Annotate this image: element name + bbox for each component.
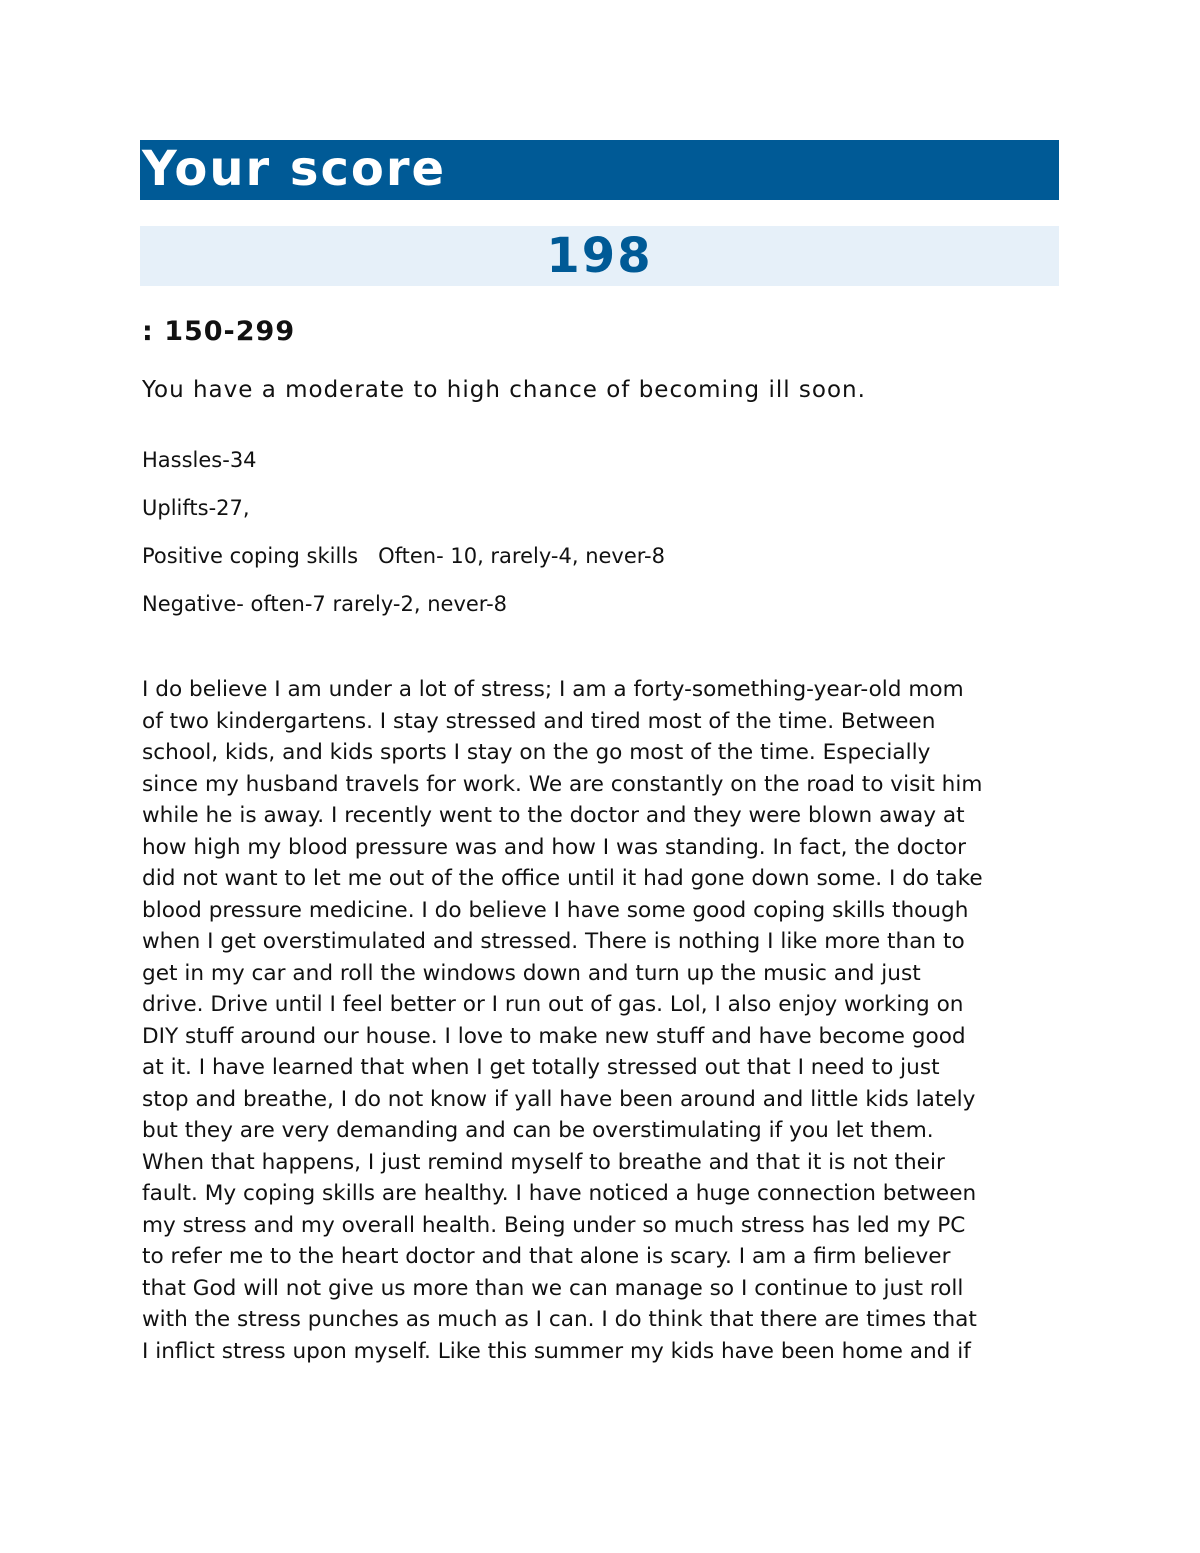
essay-line: my stress and my overall health. Being under so much stress has led my PC (142, 1212, 966, 1238)
title-banner (140, 140, 1059, 200)
page-title: Your score (142, 141, 447, 197)
document-page (140, 140, 1059, 1367)
essay-paragraph (140, 674, 1062, 1367)
essay-line: but they are very demanding and can be overstimulating if you let them. (142, 1118, 934, 1143)
essay-line: get in my car and roll the windows down and turn up the music and just (142, 960, 921, 986)
essay-line: since my husband travels for work. We are constantly on the road to visit him (142, 771, 983, 797)
score-range: : 150-299 (142, 316, 296, 347)
stat-negative-coping: Negative- often-7 rarely-2, never-8 (142, 592, 508, 616)
stat-hassles: Hassles-34 (142, 448, 257, 472)
essay-line: at it. I have learned that when I get totally stressed out that I need to just (142, 1055, 940, 1080)
score-value: 198 (546, 228, 653, 284)
stat-uplifts: Uplifts-27, (142, 496, 250, 520)
essay-line: with the stress punches as much as I can. I do think that there are times that (142, 1307, 977, 1332)
essay-line: I inflict stress upon myself. Like this summer my kids have been home and if (142, 1338, 971, 1364)
essay-line: of two kindergartens. I stay stressed and tired most of the time. Between (142, 708, 936, 734)
score-verdict: You have a moderate to high chance of becoming ill soon. (142, 377, 866, 403)
essay-line: while he is away. I recently went to the doctor and they were blown away at (142, 803, 965, 828)
essay-line: to refer me to the heart doctor and that alone is scary. I am a firm believer (142, 1244, 951, 1269)
essay-line: that God will not give us more than we can manage so I continue to just roll (142, 1275, 964, 1301)
essay-line: DIY stuff around our house. I love to make new stuff and have become good (142, 1023, 966, 1049)
essay-line: I do believe I am under a lot of stress; I am a forty-something-year-old mom (142, 677, 964, 702)
essay-line: when I get overstimulated and stressed. There is nothing I like more than to (142, 929, 965, 954)
essay-line: drive. Drive until I feel better or I run out of gas. Lol, I also enjoy working on (142, 992, 964, 1017)
essay-line: blood pressure medicine. I do believe I have some good coping skills though (142, 897, 969, 923)
essay-line: did not want to let me out of the office until it had gone down some. I do take (142, 866, 983, 891)
score-panel (140, 226, 1059, 286)
essay-line: school, kids, and kids sports I stay on the go most of the time. Especially (142, 740, 931, 765)
essay-line: fault. My coping skills are healthy. I have noticed a huge connection between (142, 1181, 977, 1206)
stat-positive-coping: Positive coping skills Often- 10, rarely-4, never-8 (142, 544, 666, 568)
stats-list (140, 450, 1059, 615)
essay-line: how high my blood pressure was and how I was standing. In fact, the doctor (142, 834, 966, 860)
essay-line: stop and breathe, I do not know if yall have been around and little kids lately (142, 1086, 976, 1112)
essay-line: When that happens, I just remind myself to breathe and that it is not their (142, 1149, 945, 1175)
